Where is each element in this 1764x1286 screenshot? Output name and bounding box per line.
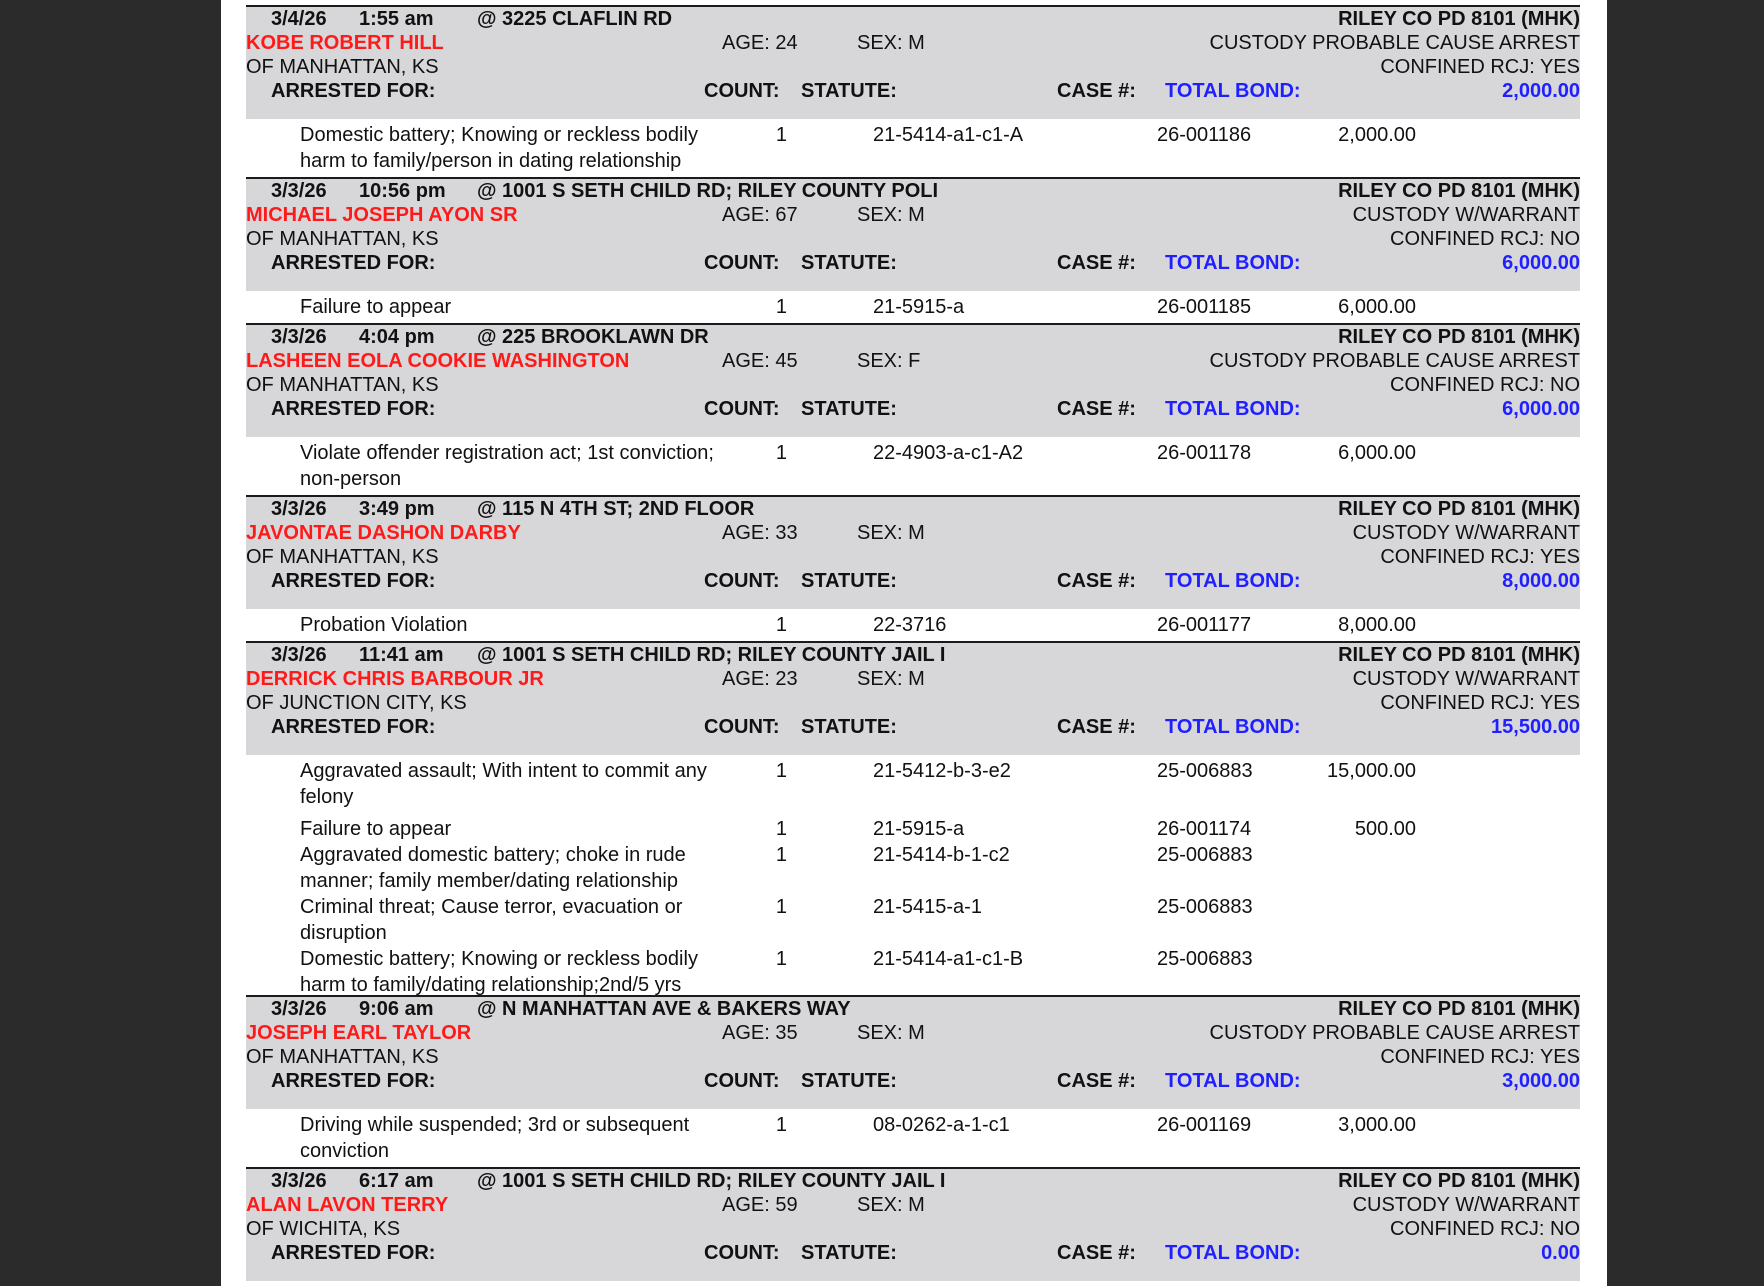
total-bond-label: TOTAL BOND:	[1165, 570, 1301, 592]
charge-description: Failure to appear	[300, 296, 452, 318]
charge-row	[246, 609, 1580, 641]
record-agency: RILEY CO PD 8101 (MHK)	[1338, 998, 1580, 1020]
charge-bond: 6,000.00	[1338, 296, 1416, 318]
charge-statute: 21-5915-a	[873, 296, 965, 318]
arrestee-age: AGE: 59	[722, 1194, 798, 1216]
arrest-record	[246, 323, 1580, 495]
charge-row	[246, 291, 1580, 323]
record-time: 4:04 pm	[359, 326, 435, 348]
charge-case-number: 25-006883	[1157, 760, 1253, 782]
charge-case-number: 26-001186	[1157, 124, 1252, 146]
arrestee-residence: OF MANHATTAN, KS	[246, 228, 439, 250]
record-date: 3/3/26	[271, 998, 327, 1020]
charge-count: 1	[775, 296, 787, 318]
arrestee-sex: SEX: F	[857, 350, 921, 372]
record-location: @ 1001 S SETH CHILD RD; RILEY COUNTY JAIL I	[477, 644, 946, 666]
custody-type: CUSTODY PROBABLE CAUSE ARREST	[1209, 32, 1580, 54]
confined-status: CONFINED RCJ: YES	[1380, 692, 1580, 714]
charge-case-number: 25-006883	[1157, 948, 1253, 970]
charge-case-number: 26-001185	[1157, 296, 1252, 318]
custody-type: CUSTODY W/WARRANT	[1352, 204, 1580, 226]
record-location: @ N MANHATTAN AVE & BAKERS WAY	[477, 998, 851, 1020]
statute-label: STATUTE:	[801, 398, 897, 420]
charge-count: 1	[775, 948, 787, 970]
charge-description: Failure to appear	[300, 818, 452, 840]
case-number-label: CASE #:	[1057, 1242, 1136, 1264]
confined-status: CONFINED RCJ: NO	[1390, 228, 1580, 250]
arrestee-sex: SEX: M	[857, 204, 925, 226]
count-label: COUNT:	[704, 398, 780, 420]
charge-count: 1	[775, 896, 787, 918]
arrested-for-label: ARRESTED FOR:	[271, 1242, 436, 1264]
total-bond-label: TOTAL BOND:	[1165, 80, 1301, 102]
charge-statute: 21-5414-a1-c1-B	[873, 948, 1024, 970]
record-location: @ 3225 CLAFLIN RD	[477, 8, 673, 30]
record-location: @ 115 N 4TH ST; 2ND FLOOR	[477, 498, 755, 520]
charge-count: 1	[775, 1114, 787, 1136]
total-bond-label: TOTAL BOND:	[1165, 252, 1301, 274]
charge-row	[246, 437, 1580, 495]
arrestee-sex: SEX: M	[857, 1194, 925, 1216]
arrestee-age: AGE: 23	[722, 668, 798, 690]
arrested-for-label: ARRESTED FOR:	[271, 716, 436, 738]
record-location: @ 225 BROOKLAWN DR	[477, 326, 709, 348]
charge-case-number: 25-006883	[1157, 896, 1253, 918]
arrestee-residence: OF MANHATTAN, KS	[246, 56, 439, 78]
charge-bond: 2,000.00	[1338, 124, 1416, 146]
statute-label: STATUTE:	[801, 1242, 897, 1264]
charge-bond: 15,000.00	[1327, 760, 1416, 782]
record-header	[246, 325, 1580, 437]
confined-status: CONFINED RCJ: YES	[1380, 1046, 1580, 1068]
record-date: 3/3/26	[271, 644, 327, 666]
case-number-label: CASE #:	[1057, 252, 1136, 274]
record-header	[246, 497, 1580, 609]
charge-bond: 3,000.00	[1338, 1114, 1416, 1136]
case-number-label: CASE #:	[1057, 398, 1136, 420]
record-date: 3/3/26	[271, 498, 327, 520]
custody-type: CUSTODY W/WARRANT	[1352, 522, 1580, 544]
charge-row	[246, 813, 1580, 839]
arrestee-age: AGE: 35	[722, 1022, 798, 1044]
total-bond-value: 6,000.00	[1502, 398, 1580, 420]
charge-count: 1	[775, 818, 787, 840]
arrestee-age: AGE: 33	[722, 522, 798, 544]
record-time: 1:55 am	[359, 8, 434, 30]
arrestee-residence: OF JUNCTION CITY, KS	[246, 692, 467, 714]
arrestee-residence: OF MANHATTAN, KS	[246, 374, 439, 396]
record-time: 6:17 am	[359, 1170, 434, 1192]
charge-description: Driving while suspended; 3rd or subsequent conviction	[300, 1114, 690, 1162]
arrestee-age: AGE: 45	[722, 350, 798, 372]
charge-row	[246, 1109, 1580, 1167]
record-time: 10:56 pm	[359, 180, 446, 202]
statute-label: STATUTE:	[801, 1070, 897, 1092]
custody-type: CUSTODY PROBABLE CAUSE ARREST	[1209, 350, 1580, 372]
case-number-label: CASE #:	[1057, 570, 1136, 592]
total-bond-value: 15,500.00	[1491, 716, 1580, 738]
record-agency: RILEY CO PD 8101 (MHK)	[1338, 644, 1580, 666]
arrestee-residence: OF MANHATTAN, KS	[246, 546, 439, 568]
total-bond-value: 0.00	[1541, 1242, 1580, 1264]
record-location: @ 1001 S SETH CHILD RD; RILEY COUNTY POLI	[477, 180, 939, 202]
charge-statute: 21-5915-a	[873, 818, 965, 840]
record-date: 3/3/26	[271, 326, 327, 348]
charge-statute: 21-5414-b-1-c2	[873, 844, 1010, 866]
arrestee-residence: OF MANHATTAN, KS	[246, 1046, 439, 1068]
record-agency: RILEY CO PD 8101 (MHK)	[1338, 8, 1580, 30]
charge-description: Violate offender registration act; 1st conviction; non-person	[300, 442, 714, 490]
total-bond-label: TOTAL BOND:	[1165, 716, 1301, 738]
arrestee-age: AGE: 67	[722, 204, 798, 226]
charge-statute: 21-5414-a1-c1-A	[873, 124, 1024, 146]
arrested-for-label: ARRESTED FOR:	[271, 570, 436, 592]
charge-row	[246, 839, 1580, 891]
record-header	[246, 7, 1580, 119]
confined-status: CONFINED RCJ: NO	[1390, 1218, 1580, 1240]
charge-statute: 22-4903-a-c1-A2	[873, 442, 1024, 464]
case-number-label: CASE #:	[1057, 716, 1136, 738]
charge-count: 1	[775, 614, 787, 636]
arrestee-name: ALAN LAVON TERRY	[246, 1194, 449, 1216]
charge-row	[246, 891, 1580, 943]
charge-statute: 21-5412-b-3-e2	[873, 760, 1011, 782]
arrest-record	[246, 5, 1580, 177]
statute-label: STATUTE:	[801, 80, 897, 102]
arrest-record	[246, 995, 1580, 1167]
arrestee-name: LASHEEN EOLA COOKIE WASHINGTON	[246, 350, 630, 372]
charge-case-number: 26-001174	[1157, 818, 1252, 840]
record-agency: RILEY CO PD 8101 (MHK)	[1338, 1170, 1580, 1192]
charge-bond: 8,000.00	[1338, 614, 1416, 636]
record-agency: RILEY CO PD 8101 (MHK)	[1338, 180, 1580, 202]
record-date: 3/4/26	[271, 8, 327, 30]
charge-case-number: 25-006883	[1157, 844, 1253, 866]
total-bond-value: 3,000.00	[1502, 1070, 1580, 1092]
arrestee-name: MICHAEL JOSEPH AYON SR	[246, 204, 518, 226]
record-agency: RILEY CO PD 8101 (MHK)	[1338, 326, 1580, 348]
total-bond-value: 2,000.00	[1502, 80, 1580, 102]
arrestee-age: AGE: 24	[722, 32, 798, 54]
total-bond-label: TOTAL BOND:	[1165, 1242, 1301, 1264]
arrestee-name: JAVONTAE DASHON DARBY	[246, 522, 521, 544]
charge-count: 1	[775, 442, 787, 464]
arrest-record	[246, 177, 1580, 323]
arrest-record	[246, 1167, 1580, 1281]
arrestee-sex: SEX: M	[857, 668, 925, 690]
record-time: 11:41 am	[359, 644, 444, 666]
count-label: COUNT:	[704, 570, 780, 592]
confined-status: CONFINED RCJ: YES	[1380, 56, 1580, 78]
case-number-label: CASE #:	[1057, 1070, 1136, 1092]
record-time: 9:06 am	[359, 998, 434, 1020]
record-header	[246, 1169, 1580, 1281]
charge-count: 1	[775, 844, 787, 866]
charge-statute: 21-5415-a-1	[873, 896, 982, 918]
count-label: COUNT:	[704, 1070, 780, 1092]
custody-type: CUSTODY PROBABLE CAUSE ARREST	[1209, 1022, 1580, 1044]
count-label: COUNT:	[704, 1242, 780, 1264]
arrestee-residence: OF WICHITA, KS	[246, 1218, 401, 1240]
charge-case-number: 26-001169	[1157, 1114, 1252, 1136]
statute-label: STATUTE:	[801, 716, 897, 738]
charge-count: 1	[775, 124, 787, 146]
count-label: COUNT:	[704, 80, 780, 102]
record-location: @ 1001 S SETH CHILD RD; RILEY COUNTY JAIL I	[477, 1170, 946, 1192]
charge-description: Aggravated assault; With intent to commit any felony	[300, 760, 707, 808]
record-header	[246, 997, 1580, 1109]
total-bond-label: TOTAL BOND:	[1165, 1070, 1301, 1092]
charge-case-number: 26-001178	[1157, 442, 1252, 464]
arrestee-name: JOSEPH EARL TAYLOR	[246, 1022, 472, 1044]
arrest-record	[246, 495, 1580, 641]
arrested-for-label: ARRESTED FOR:	[271, 80, 436, 102]
arrest-record	[246, 641, 1580, 995]
record-header	[246, 643, 1580, 755]
confined-status: CONFINED RCJ: YES	[1380, 546, 1580, 568]
record-date: 3/3/26	[271, 1170, 327, 1192]
charge-case-number: 26-001177	[1157, 614, 1252, 636]
charge-description: Domestic battery; Knowing or reckless bodily harm to family/dating relationship;2nd/5 yrs	[300, 948, 698, 996]
arrestee-sex: SEX: M	[857, 1022, 925, 1044]
custody-type: CUSTODY W/WARRANT	[1352, 1194, 1580, 1216]
statute-label: STATUTE:	[801, 570, 897, 592]
record-date: 3/3/26	[271, 180, 327, 202]
record-time: 3:49 pm	[359, 498, 435, 520]
charge-description: Aggravated domestic battery; choke in rude manner; family member/dating relationship	[300, 844, 686, 892]
charge-description: Criminal threat; Cause terror, evacuation or disruption	[300, 896, 683, 944]
arrest-records-list	[246, 5, 1580, 1281]
total-bond-value: 6,000.00	[1502, 252, 1580, 274]
charge-description: Probation Violation	[300, 614, 468, 636]
count-label: COUNT:	[704, 716, 780, 738]
custody-type: CUSTODY W/WARRANT	[1352, 668, 1580, 690]
arrested-for-label: ARRESTED FOR:	[271, 398, 436, 420]
statute-label: STATUTE:	[801, 252, 897, 274]
count-label: COUNT:	[704, 252, 780, 274]
charge-row	[246, 119, 1580, 177]
charge-row	[246, 943, 1580, 995]
total-bond-label: TOTAL BOND:	[1165, 398, 1301, 420]
case-number-label: CASE #:	[1057, 80, 1136, 102]
arrestee-name: DERRICK CHRIS BARBOUR JR	[246, 668, 544, 690]
charge-count: 1	[775, 760, 787, 782]
total-bond-value: 8,000.00	[1502, 570, 1580, 592]
record-agency: RILEY CO PD 8101 (MHK)	[1338, 498, 1580, 520]
arrested-for-label: ARRESTED FOR:	[271, 1070, 436, 1092]
charge-statute: 22-3716	[873, 614, 947, 636]
arrested-for-label: ARRESTED FOR:	[271, 252, 436, 274]
record-header	[246, 179, 1580, 291]
charge-bond: 500.00	[1354, 818, 1416, 840]
charge-bond: 6,000.00	[1338, 442, 1416, 464]
charge-description: Domestic battery; Knowing or reckless bodily harm to family/person in dating relationship	[300, 124, 698, 172]
arrestee-sex: SEX: M	[857, 32, 925, 54]
document-page	[221, 0, 1607, 1286]
charge-row	[246, 755, 1580, 813]
confined-status: CONFINED RCJ: NO	[1390, 374, 1580, 396]
arrestee-sex: SEX: M	[857, 522, 925, 544]
charge-statute: 08-0262-a-1-c1	[873, 1114, 1010, 1136]
arrestee-name: KOBE ROBERT HILL	[246, 32, 444, 54]
